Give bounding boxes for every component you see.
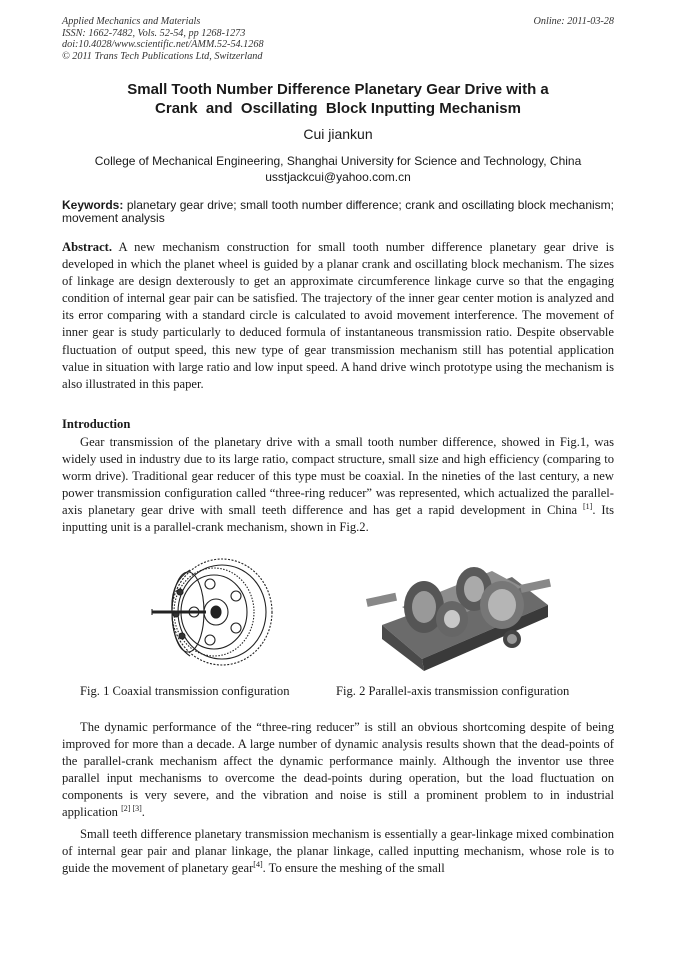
citation-ref: [1] xyxy=(583,502,593,512)
affiliation-line: College of Mechanical Engineering, Shanghai University for Science and Technology, China xyxy=(94,154,582,168)
abstract xyxy=(62,239,614,393)
section-heading-introduction: Introduction xyxy=(62,417,131,431)
title-line-2: Crank and Oscillating Block Inputting Mechanism xyxy=(155,100,521,117)
keywords-text: planetary gear drive; small tooth number difference; crank and oscillating block mechanism; movement analysis xyxy=(62,198,614,225)
intro-paragraph-2: The dynamic performance of the “three-ring reducer” is still an obvious shortcoming despite of being improved for more than a decade. A large number of dynamic analysis results shown that the dead-points of the parallel-crank mechanism affect the dynamic performance mainly. Although the inventor use three parallel input mechanisms to overcome the dead-points during operation, but the load fluctuation on components is very severe, and the vibration and noise is still a prominent problem to in industrial application [2] [3]. xyxy=(62,720,614,820)
figure-2-reducer-photo xyxy=(362,547,554,672)
abstract-text: A new mechanism construction for small tooth number difference planetary gear drive is developed in which the planet wheel is guided by a planar crank and oscillating block mechanism. The sizes of linkage are design dexterously to get an approximate circumference linkage curve so that the engaging condition of internal gear pair can be satisfied. The trajectory of the inner gear center motion is analyzed and its error comparing with a standard circle is calculated to avoid movement interference. The movement of inner gear is study particularly to deduced formula of instantaneous transmission ratio. Despite observable fluctuation of output speed, this new type of gear transmission mechanism still has potential application value in situation with large ratio and low input speed. A hand drive winch prototype using the mechanism is also illustrated in this paper. xyxy=(62,240,614,391)
intro-paragraph-3: Small teeth difference planetary transmission mechanism is essentially a gear-linkage mixed combination of internal gear pair and planar linkage, the planar linkage, called inputting mechanism, whose role is to guide the movement of planetary gear[4]. To ensure the meshing of the small xyxy=(62,827,614,876)
citation-ref: [2] [3] xyxy=(121,804,142,814)
issn-line: ISSN: 1662-7482, Vols. 52-54, pp 1268-1273 xyxy=(62,27,246,39)
author-email: usstjackcui@yahoo.com.cn xyxy=(265,170,411,184)
figure-1-coaxial-drawing xyxy=(150,552,278,670)
online-date: Online: 2011-03-28 xyxy=(533,16,614,27)
title-line-1: Small Tooth Number Difference Planetary Gear Drive with a xyxy=(127,81,549,98)
figure-2-caption: Fig. 2 Parallel-axis transmission configuration xyxy=(336,684,570,698)
author-name: Cui jiankun xyxy=(303,126,373,142)
journal-header xyxy=(62,16,614,62)
doi-line: doi:10.4028/www.scientific.net/AMM.52-54.1268 xyxy=(62,39,264,51)
affiliation xyxy=(62,153,614,185)
intro-paragraph-1: Gear transmission of the planetary drive with a small tooth number difference, showed in Fig.1, was widely used in industry due to its large ratio, compact structure, small size and high efficiency (comparing to worm drive). Traditional gear reducer of this type must be coaxial. In the nineties of the last century, a new power transmission configuration called “three-ring reducer” was represented, which actualized the parallel-axis planetary gear drive with small teeth difference and has get a rapid development in China [1]. Its inputting unit is a parallel-crank mechanism, shown in Fig.2. xyxy=(62,435,614,535)
copyright-line: © 2011 Trans Tech Publications Ltd, Switzerland xyxy=(62,50,263,62)
abstract-label: Abstract. xyxy=(62,240,113,254)
keywords-label: Keywords: xyxy=(62,198,124,212)
figure-1-caption: Fig. 1 Coaxial transmission configuration xyxy=(80,684,290,698)
paper-title xyxy=(62,80,614,118)
journal-name: Applied Mechanics and Materials xyxy=(62,16,201,27)
citation-ref: [4] xyxy=(253,860,263,869)
keywords xyxy=(62,199,614,224)
